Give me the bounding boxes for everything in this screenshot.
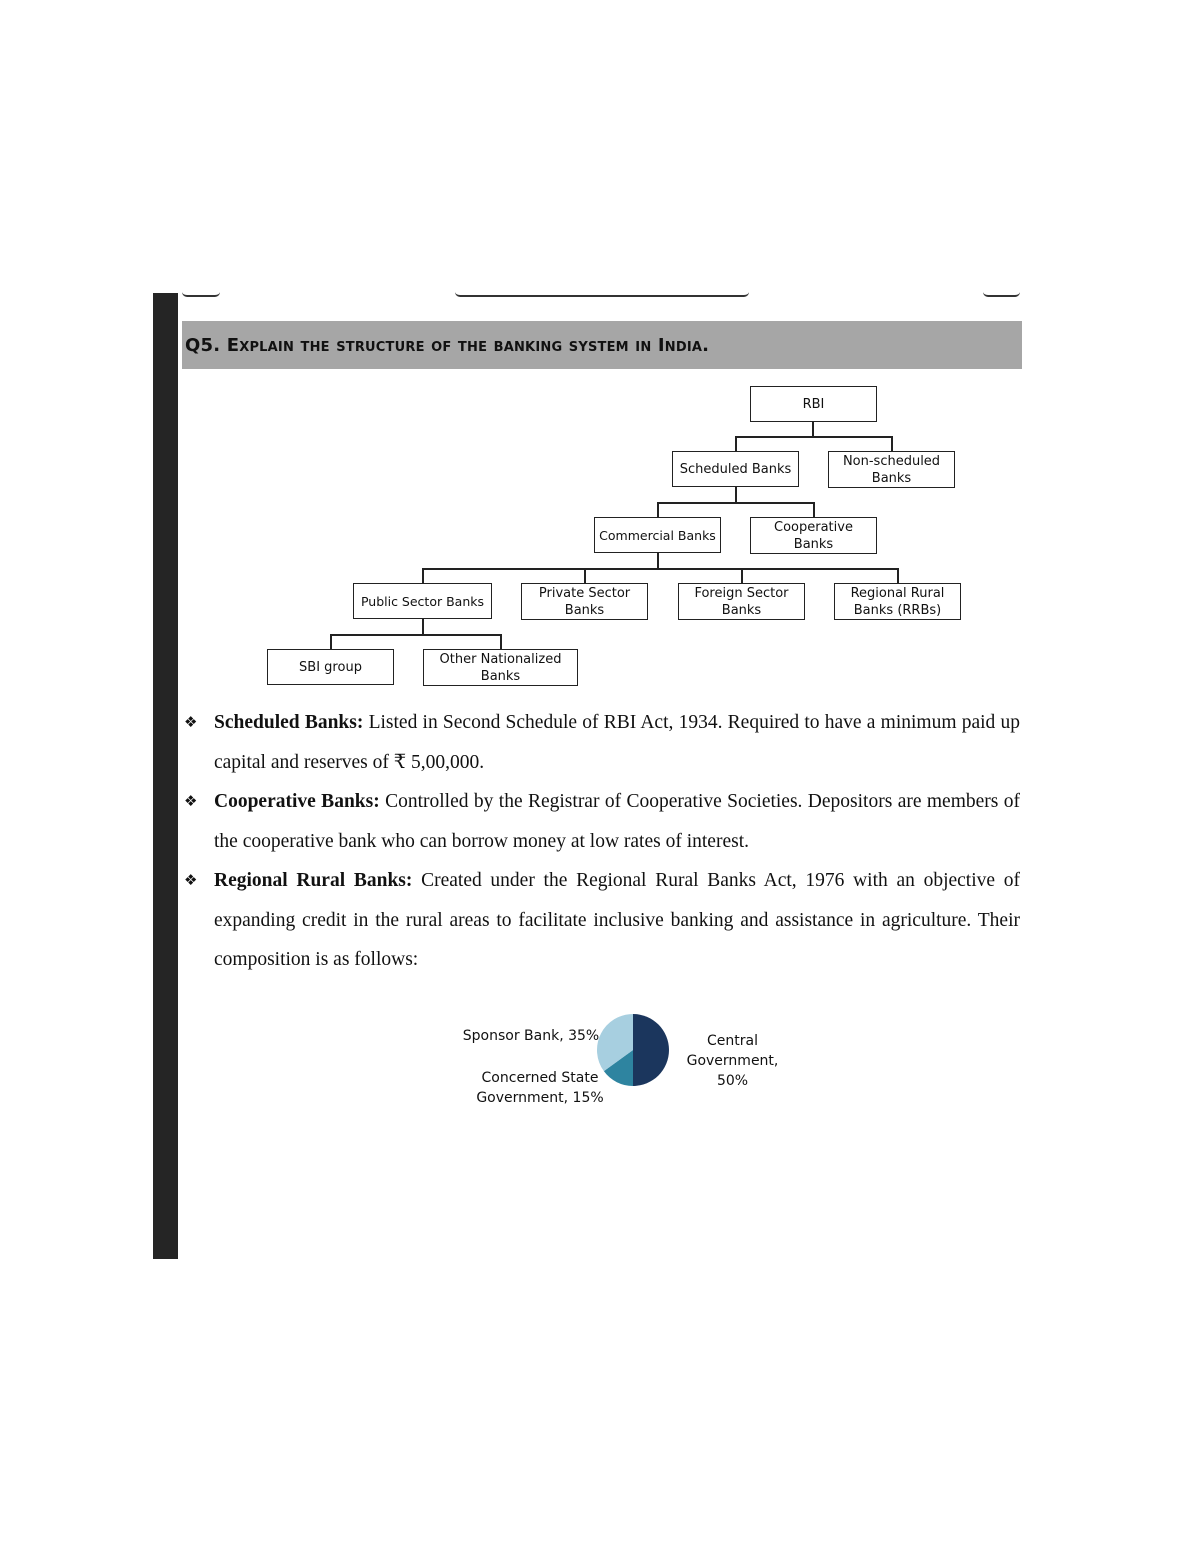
node-private-sector-banks: Private Sector Banks [521, 583, 648, 620]
rrb-composition-pie-chart [596, 1013, 670, 1087]
node-scheduled-banks: Scheduled Banks [672, 451, 799, 487]
header-rule-right [983, 292, 1020, 297]
point-regional-rural-banks [184, 861, 1020, 980]
pie-label-central-government: Central Government, 50% [686, 1033, 779, 1089]
connector [735, 487, 737, 502]
connector [584, 568, 586, 583]
node-non-scheduled-banks: Non-scheduled Banks [828, 451, 955, 488]
connector [500, 634, 502, 649]
question-heading: Q5. Explain the structure of the banking system in India. [185, 334, 710, 356]
point-text: Listed in Second Schedule of RBI Act, 1934. Required to have a minimum paid up capital and reserves of ₹ 5,00,000. [214, 712, 1020, 773]
node-regional-rural-banks: Regional Rural Banks (RRBs) [834, 583, 961, 620]
point-text: Controlled by the Registrar of Cooperative Societies. Depositors are members of the cooperative bank who can borrow money at low rates of interest. [214, 791, 1020, 852]
node-cooperative-banks: Cooperative Banks [750, 517, 877, 554]
connector [813, 502, 815, 517]
node-public-sector-banks: Public Sector Banks [353, 583, 492, 619]
connector [330, 634, 332, 649]
node-other-nationalized-banks: Other Nationalized Banks [423, 649, 578, 686]
connector [657, 553, 659, 568]
connector [657, 502, 659, 517]
point-text: Created under the Regional Rural Banks Act, 1976 with an objective of expanding credit in the rural areas to facilitate inclusive banking and assistance in agriculture. Their composition is as follows: [214, 870, 1020, 970]
point-term: Cooperative Banks: [214, 791, 380, 812]
node-commercial-banks: Commercial Banks [594, 517, 721, 553]
diamond-bullet-icon: ❖ [184, 871, 198, 889]
point-term: Scheduled Banks: [214, 712, 364, 733]
bullet-points [184, 703, 1020, 980]
connector [422, 568, 424, 583]
node-rbi: RBI [750, 386, 877, 422]
connector [330, 634, 501, 636]
question-banner [182, 321, 1022, 369]
pie-label-sponsor-bank: Sponsor Bank, 35% [462, 1028, 600, 1044]
connector [657, 502, 814, 504]
connector [891, 436, 893, 451]
header-rule-center [455, 292, 749, 297]
connector [422, 568, 898, 570]
header-rule-left [182, 292, 220, 297]
connector [422, 619, 424, 634]
node-sbi-group: SBI group [267, 649, 394, 685]
pie-slice-central-government [633, 1014, 669, 1086]
connector [735, 436, 737, 451]
pie-label-state-government: Concerned State Government, 15% [476, 1070, 604, 1106]
point-scheduled-banks [184, 703, 1020, 782]
page-side-bar [153, 293, 178, 1259]
point-cooperative-banks [184, 782, 1020, 861]
diamond-bullet-icon: ❖ [184, 792, 198, 810]
node-foreign-sector-banks: Foreign Sector Banks [678, 583, 805, 620]
point-term: Regional Rural Banks: [214, 870, 413, 891]
connector [735, 436, 892, 438]
connector [897, 568, 899, 583]
connector [741, 568, 743, 583]
connector [812, 421, 814, 436]
diamond-bullet-icon: ❖ [184, 713, 198, 731]
